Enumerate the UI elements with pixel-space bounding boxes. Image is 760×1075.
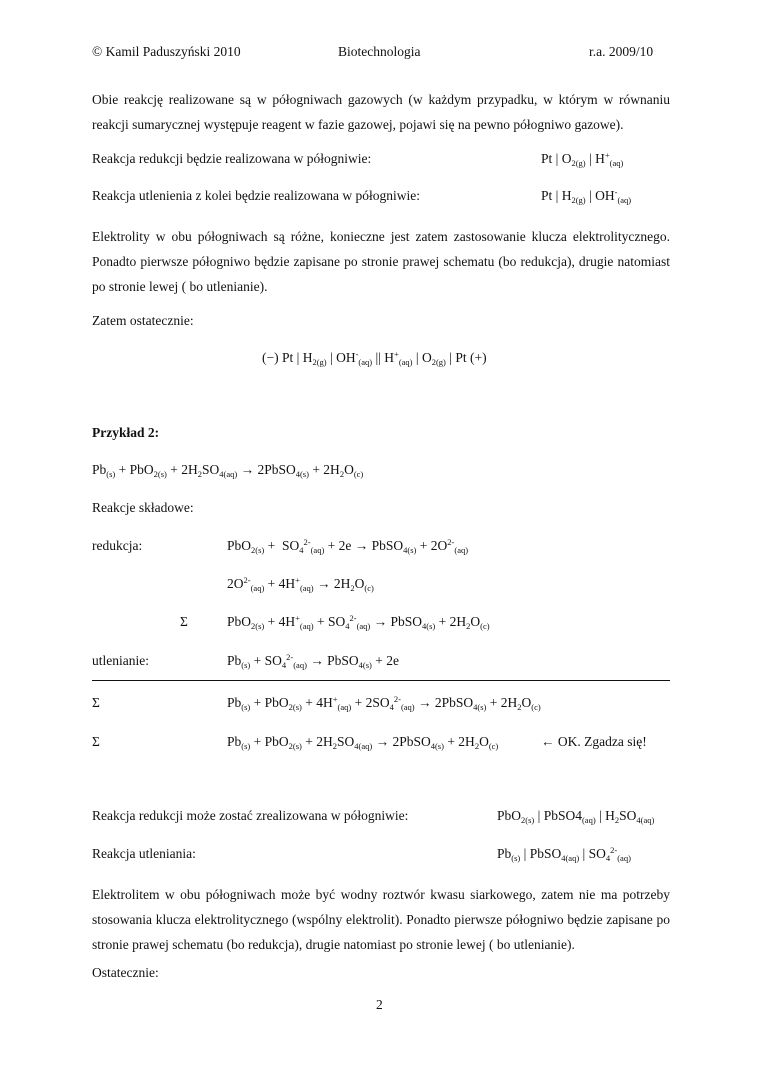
oxidation-halfcell-label: Reakcja utlenienia z kolei będzie realizowana w półogniwie: <box>92 188 420 203</box>
conclusion-label: Zatem ostatecznie: <box>92 313 194 328</box>
reduction-label: redukcja: <box>92 538 143 553</box>
check-note: ← OK. Zgadza się! <box>541 734 647 749</box>
reduction-equation-1: $PbO_{2(s)} + SO_4^{2-}_{(aq)} + 2e$ → PbSO$_{4(s)}$ + $2O^{2-}_{(aq)}$ <box>227 537 469 555</box>
sigma-symbol: Σ <box>92 734 100 749</box>
reduction-equation-2: $2O^{2-}_{(aq)} + 4H^+_{(aq)} \to 2H_2O_{(c)}$ <box>227 575 374 593</box>
reduction-sum: $PbO_{2(s)} + 4H^+_{(aq)} + SO_4^{2-}_{(aq)}$ → PbSO$_{4(s)}$ + $2H_2O_{(c)}$ <box>227 613 490 631</box>
ionic-sum: $Pb_{(s)} + PbO_{2(s)} + 4H^+_{(aq)} + 2SO_4^{2-}_{(aq)}$ → 2PbSO$_{4(s)}$ + $2H_2O_{(c)}$ <box>227 694 541 712</box>
header-author: © Kamil Paduszyński 2010 <box>92 44 241 59</box>
electrolyte-paragraph-2: Elektrolitem w obu półogniwach może być wodny roztwór kwasu siarkowego, zatem nie ma potrzeby stosowania klucza elektrolitycznego (wspólny elektrolit). Ponadto pierwsze półogniwo będzie zapisane po stronie prawej schematu (bo redukcja), drugie natomiast po stronie lewej ( bo utlenianie). <box>92 887 670 952</box>
reduction-halfcell-label-2: Reakcja redukcji może zostać zrealizowana w półogniwie: <box>92 808 409 823</box>
overall-reaction: $Pb_{(s)} + PbO_{2(s)} + 2H_2SO_{4(aq)}$ → 2PbSO$_{4(s)}$ + $2H_2O_{(c)}$ <box>92 462 364 479</box>
oxidation-halfcell-formula: Pt | $H_{2(g)}$ | $OH^-_{(aq)}$ <box>541 187 632 205</box>
sigma-symbol: Σ <box>92 695 100 710</box>
oxidation-equation: $Pb_{(s)} + SO_4^{2-}_{(aq)}$ → PbSO$_{4(s)}$ + 2e <box>227 652 400 670</box>
final-label: Ostatecznie: <box>92 965 159 980</box>
oxidation-halfcell-label-2: Reakcja utleniania: <box>92 846 196 861</box>
reduction-halfcell-formula-2: PbO$_{2(s)}$ | $PbSO4_{(aq)}$ | $H_2SO_{4(aq)}$ <box>497 808 655 825</box>
header-year: r.a. 2009/10 <box>589 44 654 59</box>
header-subject: Biotechnologia <box>338 44 421 59</box>
molecular-sum: $Pb_{(s)} + PbO_{2(s)} + 2H_2SO_{4(aq)}$ → 2PbSO$_{4(s)}$ + $2H_2O_{(c)}$ <box>227 734 499 751</box>
reduction-halfcell-formula: Pt | $O_{2(g)}$ | $H^+_{(aq)}$ <box>541 150 624 168</box>
oxidation-halfcell-formula-2: $Pb_{(s)}$ | PbSO$_{4(aq)}$ | $SO_4^{2-}_{(aq)}$ <box>497 845 631 863</box>
example-heading: Przykład 2: <box>92 425 160 440</box>
intro-paragraph: Obie reakcję realizowane są w półogniwach gazowych (w każdym przypadku, w którym w równaniu reakcji sumarycznej występuje reagent w fazie gazowej, pojawi się na pewno półogniwo gazowe). <box>92 92 670 132</box>
sigma-symbol: Σ <box>180 614 188 629</box>
oxidation-label: utlenianie: <box>92 653 149 668</box>
electrolytes-paragraph: Elektrolity w obu półogniwach są różne, konieczne jest zatem zastosowanie klucza elektrolitycznego. Ponadto pierwsze półogniwo będzie zapisane po stronie prawej schematu (bo redukcja), drugie natomiast po stronie lewej ( bo utlenianie). <box>92 229 670 294</box>
reduction-halfcell-label: Reakcja redukcji będzie realizowana w półogniwie: <box>92 151 372 166</box>
cell-scheme-1: (−) Pt | $H_{2(g)}$ | $OH^-_{(aq)}$ || $H^+_{(aq)}$ | $O_{2(g)}$ | Pt (+) <box>262 349 487 367</box>
page-number: 2 <box>376 997 383 1012</box>
component-reactions-label: Reakcje składowe: <box>92 500 194 515</box>
sum-divider <box>92 680 670 681</box>
